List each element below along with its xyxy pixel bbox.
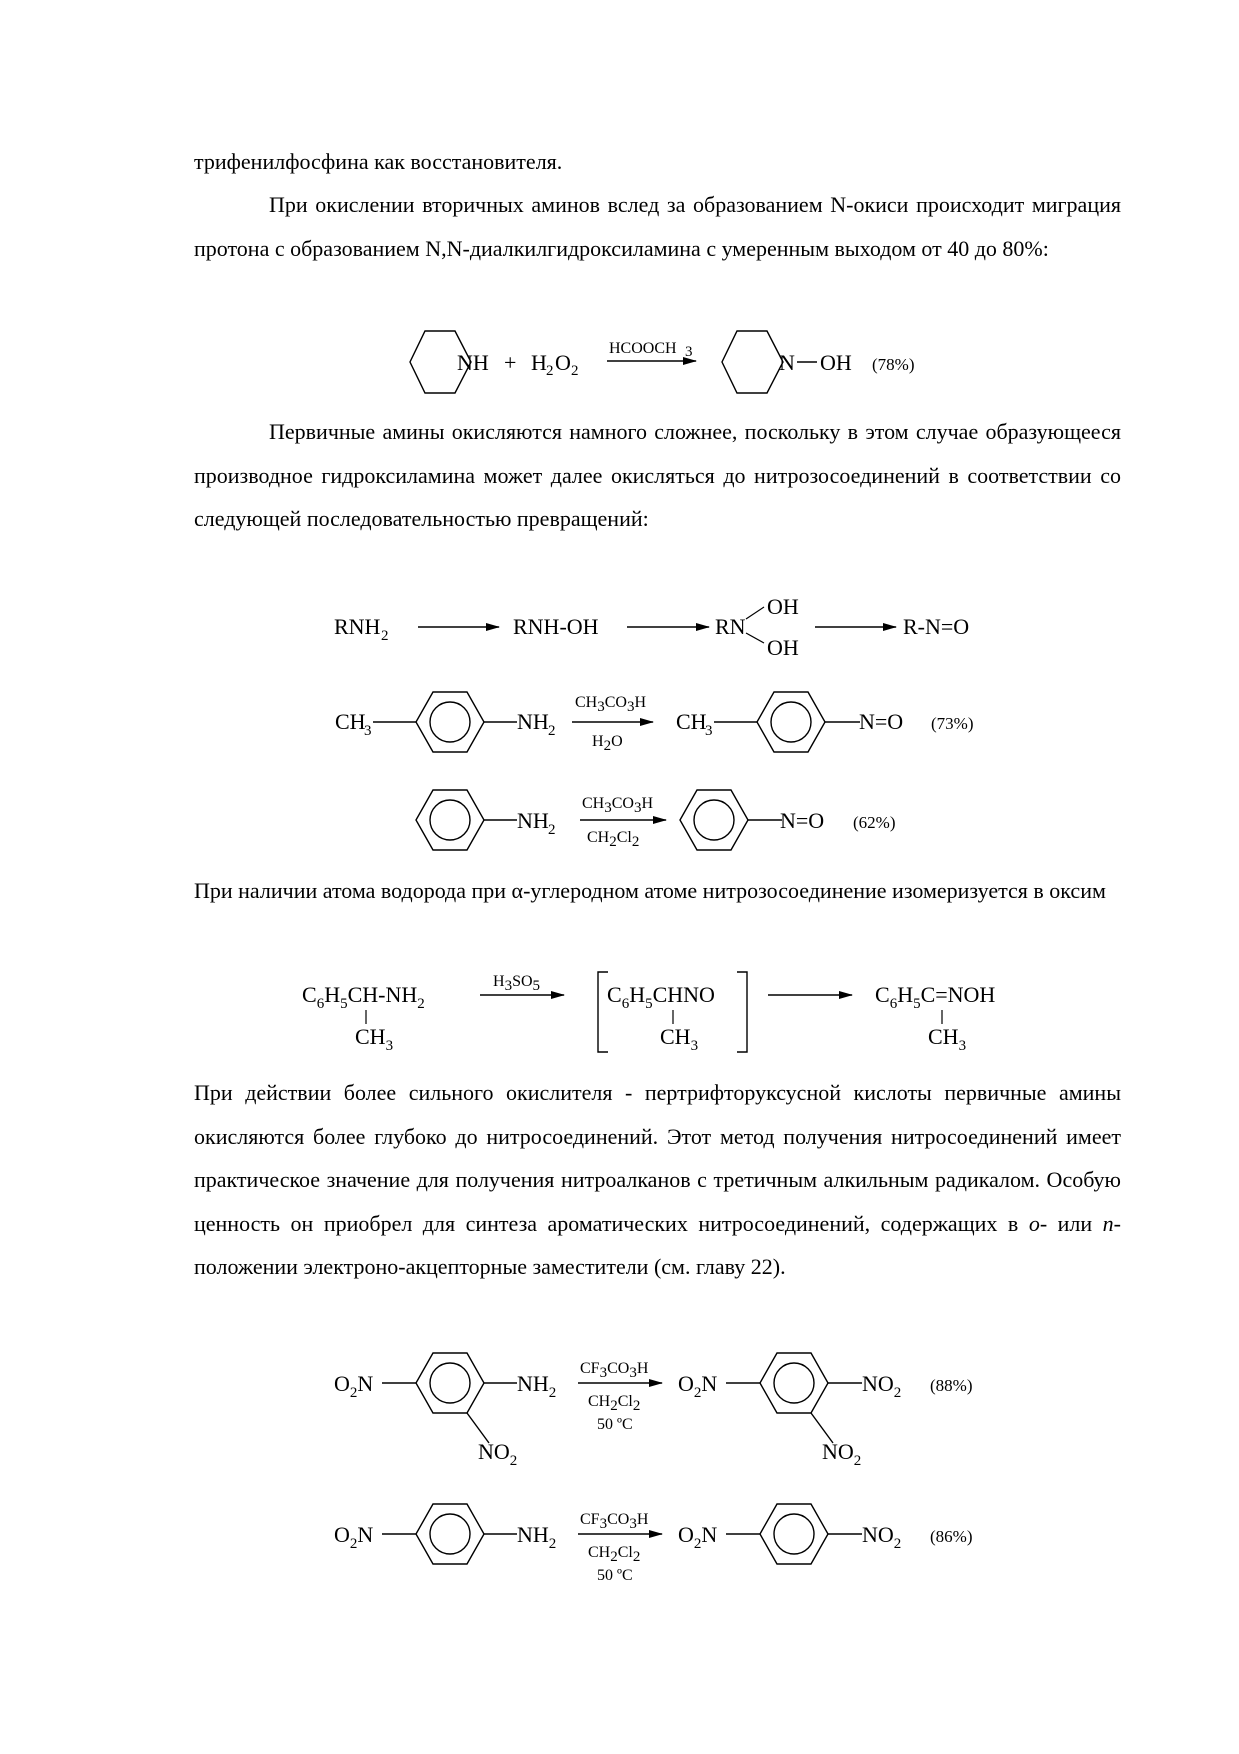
benzene-ring-8 [760,1504,828,1564]
reagent-ch2cl2-7: CH2Cl2 [588,1544,641,1565]
oh-top: OH [767,594,799,619]
nh2: NH [517,709,549,734]
benzene-ring-4 [680,790,748,850]
nitroso-group-4: N=O [780,808,825,833]
yield-86: (86%) [930,1527,973,1546]
bond-oh-top [746,607,764,619]
ch3-left: CH [335,709,366,734]
o2n-left-7: $O_2N$ [334,1522,374,1552]
mid-ch3: $CH_3$ [660,1024,699,1054]
rn: RN [715,614,746,639]
paragraph-5-para: n [1102,1210,1114,1236]
benzene-ring-2 [757,692,825,752]
aromatic-circle-2 [771,702,811,742]
paragraph-5-text-a: При действии более сильного окислителя - пертрифторуксусной кислоты первичные амины окисляются более глубоко до нитросоединений. Этот метод получения нитросоединений имеет практическое значение для получения нитроалканов с третичным алкильным радикалом. Особую ценность он приобрел для синтеза ароматических нитросоединений, содержащих в [194,1080,1121,1236]
right-ch3: $CH_3$ [928,1024,967,1054]
h2o2-h: H [531,350,547,375]
reagent-cf3co3h-7: CF3CO3H [580,1511,649,1532]
o2n-right-7: $O_2N$ [678,1522,718,1552]
yield-62: (62%) [853,813,896,832]
paragraph-2: При окислении вторичных аминов вслед за образованием N-окиси происходит миграция протона с образованием N,N-диалкилгидроксиламина с умеренным выходом от 40 до 80%: [194,192,1121,261]
paragraph-5-ortho: о [1028,1210,1040,1236]
left-ch3: $CH_3$ [355,1024,394,1054]
reagent-hcooch3-sub: 3 [685,344,693,360]
reagent-hcooch3: HCOOCH [609,340,677,357]
yield-73: (73%) [931,714,974,733]
scheme-amine-oxidation-sequence [0,585,1239,665]
aromatic-circle-8 [774,1514,814,1554]
aromatic-circle-5 [430,1363,470,1403]
benzene-ring-6 [760,1353,828,1413]
ch3-right-sub: 3 [705,723,713,739]
paragraph-5-text-b: - или [1039,1210,1103,1236]
h2o2-o: O [555,350,571,375]
bracket-right [737,972,747,1052]
piperidine-nh: NH [457,350,489,375]
reagent-cf3co3h-6: CF3CO3H [580,1360,649,1381]
scheme-piperidine-oxidation [0,315,1239,405]
scheme-oxime-formation [0,960,1239,1060]
reagent-temperature-6: 50 ºC [597,1416,633,1433]
reagent-ch2cl2-4: CH2Cl2 [587,829,640,850]
o2n-right: $O_2N$ [678,1371,718,1401]
benzene-ring-5 [416,1353,484,1413]
scheme-aniline-oxidation [0,780,1239,860]
reagent-ch2cl2-6: CH2Cl2 [588,1393,641,1414]
yield-78: (78%) [872,355,915,374]
product-no2: $NO_2$ [862,1371,902,1401]
rnh2-sub: 2 [381,628,389,644]
aromatic-circle-7 [430,1514,470,1554]
plus-sign: + [504,350,517,375]
rnh-oh: RNH-OH [513,614,599,639]
aromatic-circle-4 [694,800,734,840]
nh2-6: $NH_2$ [517,1371,557,1401]
yield-88: (88%) [930,1376,973,1395]
ortho-no2: $NO_2$ [478,1439,518,1469]
nh2-7: $NH_2$ [517,1522,557,1552]
aromatic-circle-3 [430,800,470,840]
nh2-4: NH [517,808,549,833]
aromatic-circle-6 [774,1363,814,1403]
paragraph-3: Первичные амины окисляются намного сложнее, поскольку в этом случае образующееся производное гидроксиламина может далее окисляться до нитрозосоединений в соответствии со следующей последовательностью превращений: [194,419,1121,531]
mid-formula: $C_6H_5CHNO$ [607,982,715,1012]
reagent-ch3co3h: CH3CO3H [575,694,647,715]
bond-oh-bottom [746,633,764,643]
ch3-left-sub: 3 [364,723,372,739]
reagent-h2o: H2O [592,733,623,754]
nh2-4-sub: 2 [548,822,556,838]
paragraph-1: трифенилфосфина как восстановителя. [194,149,563,174]
product-n: N [779,350,795,375]
left-formula: $C_6H_5CH-NH_2$ [302,982,425,1012]
ch3-right: CH [676,709,707,734]
product-ortho-no2: $NO_2$ [822,1439,862,1469]
nh2-sub: 2 [548,723,556,739]
paragraph-4: При наличии атома водорода при α-углеродном атоме нитрозосоединение изомеризуется в оксим [194,878,1106,903]
scheme-nitroaniline-oxidation [0,1497,1239,1597]
r-n-o: R-N=O [903,614,970,639]
rnh2: RNH [334,614,381,639]
benzene-ring-3 [416,790,484,850]
product-no2-7: $NO_2$ [862,1522,902,1552]
reagent-temperature-7: 50 ºC [597,1567,633,1584]
h2o2-sub-a: 2 [546,363,554,379]
paragraph-5-text-c: -положении электроно-акцепторные заместители (см. главу 22). [194,1210,1121,1279]
oh-bottom: OH [767,635,799,660]
reagent-ch3co3h-4: CH3CO3H [582,795,654,816]
scheme-dinitroaniline-oxidation [0,1345,1239,1475]
h2o2-sub-b: 2 [571,363,579,379]
product-oh: OH [820,350,852,375]
reagent-h3so5: H3SO5 [493,973,541,994]
right-formula: $C_6H_5C=NOH$ [875,982,996,1012]
o2n-left: $O_2N$ [334,1371,374,1401]
aromatic-circle-1 [430,702,470,742]
hydroxypiperidine-ring [722,331,783,393]
nitroso-group: N=O [859,709,904,734]
paragraph-5 [194,1071,1121,1289]
benzene-ring-7 [416,1504,484,1564]
benzene-ring-1 [416,692,484,752]
scheme-toluidine-oxidation [0,680,1239,760]
